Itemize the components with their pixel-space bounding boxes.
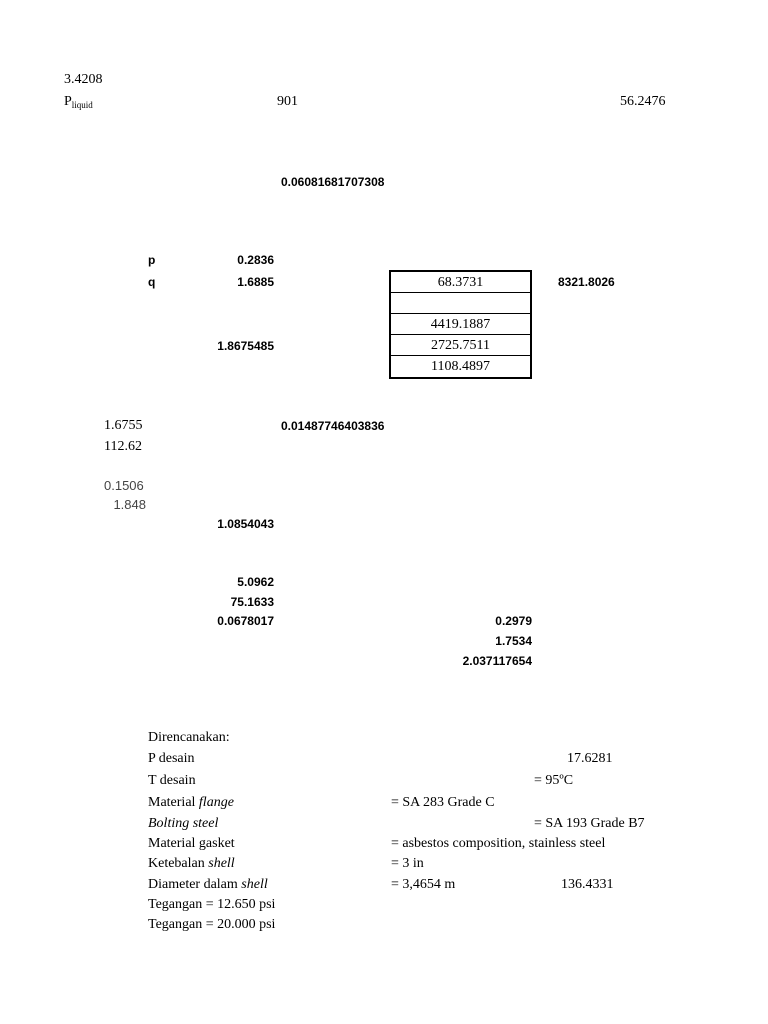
diameter-label: Diameter dalam shell xyxy=(148,877,268,892)
t-desain-value: = 95ºC xyxy=(534,773,574,788)
p-desain-label: P desain xyxy=(148,751,195,766)
value-a: 3.4208 xyxy=(64,72,103,87)
value-right: 56.2476 xyxy=(620,94,666,109)
q-label: q xyxy=(148,275,156,289)
value-long2: 0.01487746403836 xyxy=(281,419,385,433)
value-901: 901 xyxy=(277,94,298,109)
value-b4: 0.0678017 xyxy=(217,614,274,628)
diameter-extra: 136.4331 xyxy=(561,877,614,892)
p-value: 0.2836 xyxy=(237,253,274,267)
value-r3: 2.037117654 xyxy=(462,654,532,668)
value-b1: 1.0854043 xyxy=(217,517,274,531)
table-cell xyxy=(391,293,530,314)
p-liquid-label: $P_{liquid}$ xyxy=(64,94,93,110)
table-cell: 1108.4897 xyxy=(431,359,490,374)
value-table xyxy=(389,270,532,379)
table-cell: 2725.7511 xyxy=(391,335,530,356)
tegangan-2: Tegangan = 20.000 psi xyxy=(148,917,276,932)
value-r2: 1.7534 xyxy=(495,634,532,648)
value-g2: 1.848 xyxy=(113,497,146,512)
table-cell: 68.3731 xyxy=(391,272,530,293)
value-b3: 75.1633 xyxy=(230,595,274,609)
gasket-label: Material gasket xyxy=(148,836,235,851)
side-value: 8321.8026 xyxy=(558,275,615,289)
flange-value: = SA 283 Grade C xyxy=(391,795,495,810)
gasket-value: = asbestos composition, stainless steel xyxy=(391,836,606,851)
shell-thickness-label: Ketebalan shell xyxy=(148,856,235,871)
value-r1: 0.2979 xyxy=(495,614,532,628)
t-desain-label: T desain xyxy=(148,773,196,788)
table-cell: 4419.1887 xyxy=(391,314,530,335)
value-b2: 5.0962 xyxy=(237,575,274,589)
p-desain-value: 17.6281 xyxy=(567,751,613,766)
value-long: 0.06081681707308 xyxy=(281,175,385,189)
value-v1: 1.6755 xyxy=(104,418,143,433)
mid-value: 1.8675485 xyxy=(217,339,274,353)
diameter-value: = 3,4654 m xyxy=(391,877,456,892)
flange-label: Material flange xyxy=(148,795,234,810)
p-label: p xyxy=(148,253,156,267)
shell-thickness-value: = 3 in xyxy=(391,856,424,871)
value-v2: 112.62 xyxy=(104,439,142,454)
bolting-value: = SA 193 Grade B7 xyxy=(534,816,645,831)
tegangan-1: Tegangan = 12.650 psi xyxy=(148,897,276,912)
q-value: 1.6885 xyxy=(237,275,274,289)
bolting-label: Bolting steel xyxy=(148,816,219,831)
design-heading: Direncanakan: xyxy=(148,730,230,745)
value-g1: 0.1506 xyxy=(104,478,144,493)
